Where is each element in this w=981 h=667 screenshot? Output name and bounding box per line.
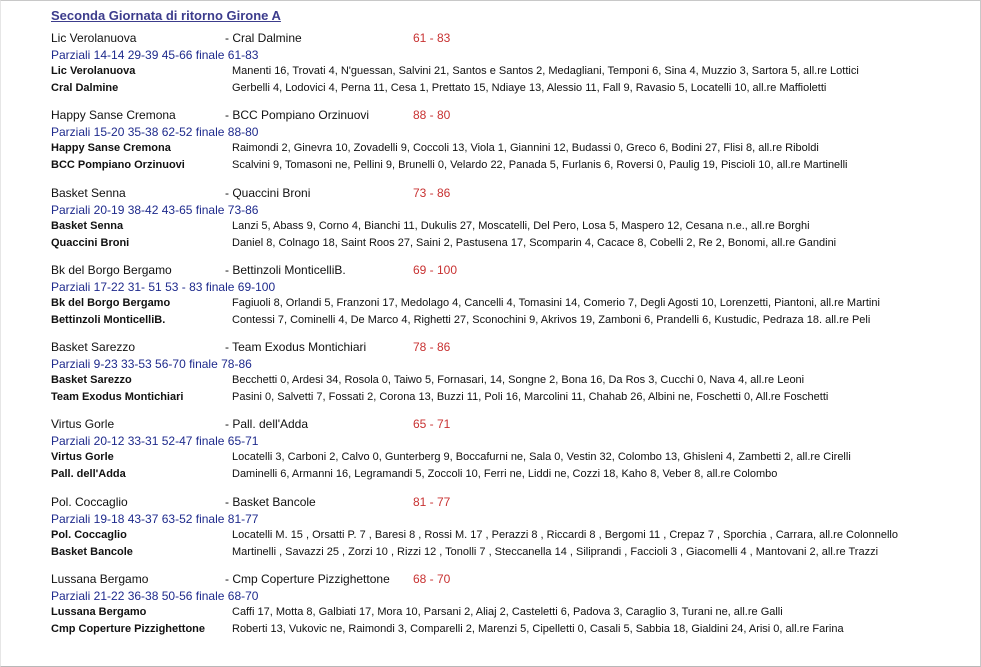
roster-team-name: Quaccini Broni	[51, 237, 130, 249]
roster-players: Scalvini 9, Tomasoni ne, Pellini 9, Brunelli 0, Velardo 22, Panada 5, Furlanis 6, Roversi 0, Paulig 19, Piscioli 10, all.re Martinelli	[232, 159, 848, 171]
roster-players: Caffi 17, Motta 8, Galbiati 17, Mora 10, Parsani 2, Aliaj 2, Casteletti 6, Padova 3, Caraglio 3, Turani ne, all.re Galli	[232, 606, 783, 618]
roster-players: Martinelli , Savazzi 25 , Zorzi 10 , Rizzi 12 , Tonolli 7 , Steccanella 14 , Siliprandi , Faccioli 3 , Giacomelli 4 , Mantovani 2, all.re Trazzi	[232, 546, 879, 558]
roster-players: Fagiuoli 8, Orlandi 5, Franzoni 17, Medolago 4, Cancelli 4, Tomasini 14, Comerio 7, Degli Agosti 10, Lorenzetti, Piantoni, all.re Martini	[232, 297, 880, 309]
partial-scores: Parziali 21-22 36-38 50-56 finale 68-70	[51, 589, 259, 603]
roster-players: Raimondi 2, Ginevra 10, Zovadelli 9, Coccoli 13, Viola 1, Giannini 12, Budassi 0, Greco 6, Bodini 27, Flisi 8, all.re Riboldi	[232, 142, 819, 154]
away-team: - Bettinzoli MonticelliB.	[225, 263, 346, 277]
away-team: - Cmp Coperture Pizzighettone	[225, 572, 390, 586]
page-title: Seconda Giornata di ritorno Girone A	[51, 8, 281, 23]
roster-players: Daminelli 6, Armanni 16, Legramandi 5, Zoccoli 10, Ferri ne, Liddi ne, Cozzi 18, Kaho 8, Veber 8, all.re Colombo	[232, 468, 778, 480]
match-score: 73 - 86	[413, 186, 451, 200]
roster-players: Manenti 16, Trovati 4, N'guessan, Salvini 21, Santos e Santos 2, Medagliani, Temponi 6, Sina 4, Muzzio 3, Sartora 5, all.re Lottici	[232, 65, 859, 77]
match-score: 81 - 77	[413, 495, 451, 509]
partial-scores: Parziali 9-23 33-53 56-70 finale 78-86	[51, 357, 252, 371]
roster-team-name: Virtus Gorle	[51, 451, 114, 463]
roster-players: Daniel 8, Colnago 18, Saint Roos 27, Saini 2, Pastusena 17, Scomparin 4, Cacace 8, Cobelli 2, Re 2, Bonomi, all.re Gandini	[232, 237, 837, 249]
away-team: - Pall. dell'Adda	[225, 417, 309, 431]
away-team: - Quaccini Broni	[225, 186, 311, 200]
home-team: Virtus Gorle	[51, 417, 115, 431]
partial-scores: Parziali 20-12 33-31 52-47 finale 65-71	[51, 434, 259, 448]
home-team: Happy Sanse Cremona	[51, 108, 176, 122]
roster-team-name: Basket Senna	[51, 220, 124, 232]
roster-team-name: Cmp Coperture Pizzighettone	[51, 623, 206, 635]
partial-scores: Parziali 17-22 31- 51 53 - 83 finale 69-100	[51, 280, 276, 294]
away-team: - BCC Pompiano Orzinuovi	[225, 108, 370, 122]
roster-team-name: Bk del Borgo Bergamo	[51, 297, 171, 309]
partial-scores: Parziali 15-20 35-38 62-52 finale 88-80	[51, 125, 259, 139]
roster-players: Lanzi 5, Abass 9, Corno 4, Bianchi 11, Dukulis 27, Moscatelli, Del Pero, Losa 5, Maspero 12, Cesana n.e., all.re Borghi	[232, 220, 810, 232]
partial-scores: Parziali 14-14 29-39 45-66 finale 61-83	[51, 48, 259, 62]
partial-scores: Parziali 19-18 43-37 63-52 finale 81-77	[51, 512, 259, 526]
roster-team-name: Basket Bancole	[51, 546, 133, 558]
roster-team-name: BCC Pompiano Orzinuovi	[51, 159, 185, 171]
match-score: 88 - 80	[413, 108, 451, 122]
roster-players: Roberti 13, Vukovic ne, Raimondi 3, Comparelli 2, Marenzi 5, Cipelletti 0, Casali 5, Sabbia 18, Gialdini 24, Arisi 0, all.re Farina	[232, 623, 844, 635]
roster-team-name: Pall. dell'Adda	[51, 468, 126, 480]
roster-team-name: Lic Verolanuova	[51, 65, 136, 77]
match-score: 65 - 71	[413, 417, 451, 431]
home-team: Pol. Coccaglio	[51, 495, 128, 509]
home-team: Bk del Borgo Bergamo	[51, 263, 172, 277]
roster-players: Gerbelli 4, Lodovici 4, Perna 11, Cesa 1, Prettato 15, Ndiaye 13, Alessio 11, Fall 9, Ravasio 5, Locatelli 10, all.re Maffioletti	[232, 82, 827, 94]
away-team: - Team Exodus Montichiari	[225, 340, 367, 354]
match-score: 61 - 83	[413, 31, 451, 45]
roster-team-name: Pol. Coccaglio	[51, 529, 127, 541]
roster-players: Locatelli 3, Carboni 2, Calvo 0, Gunterberg 9, Boccafurni ne, Sala 0, Vestin 32, Colombo 13, Ghisleni 4, Zambetti 2, all.re Cirelli	[232, 451, 851, 463]
roster-players: Pasini 0, Salvetti 7, Fossati 2, Corona 13, Buzzi 11, Poli 16, Marcolini 11, Chahab 26, Albini ne, Foschetti 0, All.re Foschetti	[232, 391, 829, 403]
match-score: 68 - 70	[413, 572, 451, 586]
home-team: Basket Sarezzo	[51, 340, 136, 354]
roster-team-name: Cral Dalmine	[51, 82, 119, 94]
roster-players: Locatelli M. 15 , Orsatti P. 7 , Baresi 8 , Rossi M. 17 , Perazzi 8 , Riccardi 8 , Bergomi 11 , Crepaz 7 , Sporchia , Carrara, all.re Colonnello	[232, 529, 898, 541]
partial-scores: Parziali 20-19 38-42 43-65 finale 73-86	[51, 203, 259, 217]
home-team: Lic Verolanuova	[51, 31, 137, 45]
roster-players: Becchetti 0, Ardesi 34, Rosola 0, Taiwo 5, Fornasari, 14, Songne 2, Bona 16, Da Ros 3, Cucchi 0, Nava 4, all.re Leoni	[232, 374, 805, 386]
home-team: Basket Senna	[51, 186, 126, 200]
roster-team-name: Team Exodus Montichiari	[51, 391, 184, 403]
roster-team-name: Basket Sarezzo	[51, 374, 132, 386]
roster-team-name: Bettinzoli MonticelliB.	[51, 314, 166, 326]
away-team: - Cral Dalmine	[225, 31, 302, 45]
home-team: Lussana Bergamo	[51, 572, 149, 586]
roster-team-name: Lussana Bergamo	[51, 606, 147, 618]
away-team: - Basket Bancole	[225, 495, 316, 509]
roster-team-name: Happy Sanse Cremona	[51, 142, 171, 154]
roster-players: Contessi 7, Cominelli 4, De Marco 4, Righetti 27, Sconochini 9, Akrivos 19, Zamboni 6, Prandelli 6, Kustudic, Pedraza 18. all.re Peli	[232, 314, 871, 326]
match-score: 78 - 86	[413, 340, 451, 354]
match-score: 69 - 100	[413, 263, 458, 277]
